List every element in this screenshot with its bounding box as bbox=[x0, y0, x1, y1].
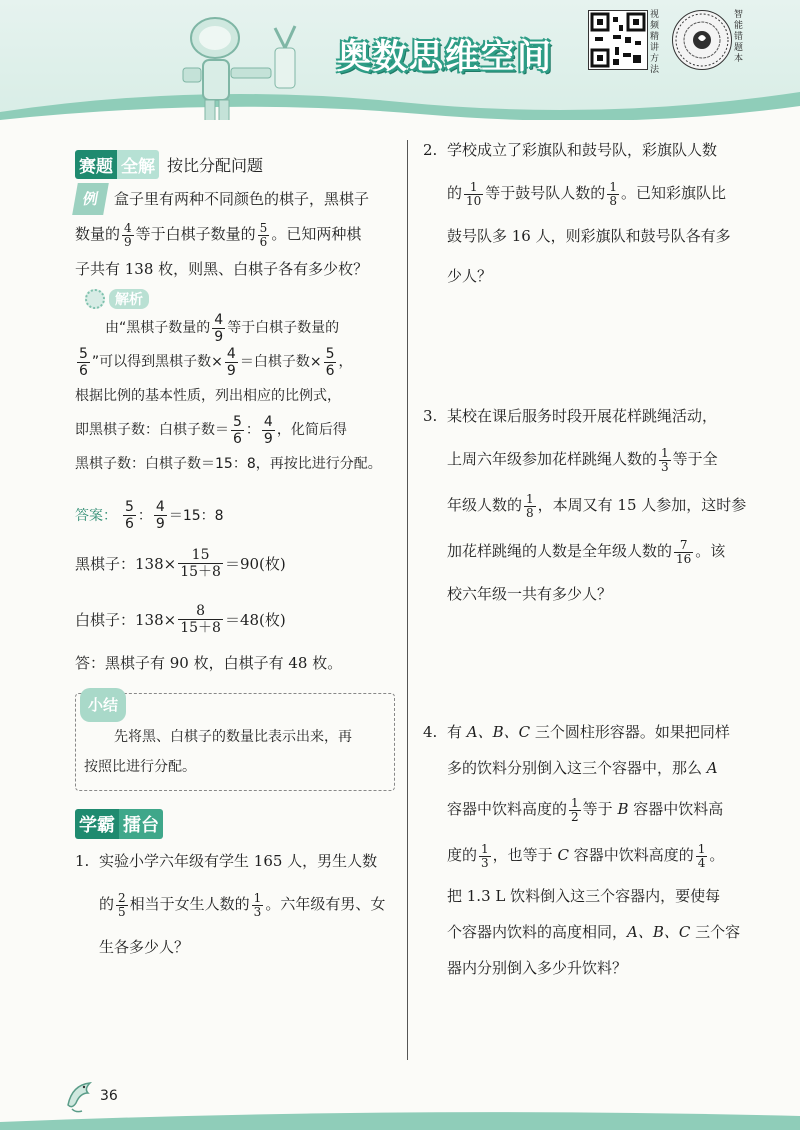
problem-3: 3. 某校在课后服务时段开展花样跳绳活动， 上周六年级参加花样跳绳人数的 $\frac{1}{3}$ 等于全 年级人数的 $\frac{1}{8}$ ，本周又有 15 人参加，这时参 加花样跳绳的人数是全年级人数的 $\frac{7}{16}$ 。该 校六年级一共有多少人？ bbox=[423, 396, 753, 614]
section-heading-saiti bbox=[75, 150, 395, 179]
example-line-3: 子共有 138 枚，则黑、白棋子各有多少枚？ bbox=[75, 260, 369, 278]
example-text: 数量的 bbox=[75, 225, 121, 243]
qr-code-wrongbook[interactable] bbox=[672, 10, 732, 70]
qr-label-video: 视频精讲方法 bbox=[650, 10, 660, 75]
column-divider bbox=[407, 140, 408, 1060]
section-tag-quanjie: 全解 bbox=[117, 150, 159, 179]
problem-number: 1. bbox=[75, 852, 90, 870]
problem-number: 4. bbox=[423, 723, 438, 741]
white-calculation: 白棋子：138× $\frac{8}{15+8}$ ＝48(枚) bbox=[75, 602, 286, 636]
summary-line-2: 按照比进行分配。 bbox=[84, 759, 196, 775]
example-tag: 例 bbox=[72, 183, 109, 215]
section-tag-leitai: 擂台 bbox=[119, 809, 163, 839]
analysis-pill: 解析 bbox=[109, 289, 149, 309]
fraction: $\frac{5}{6}$ bbox=[259, 220, 268, 249]
example-text: 等于白棋子数量的 bbox=[135, 225, 256, 243]
footer-wave-decoration bbox=[0, 1100, 800, 1130]
summary-box bbox=[75, 693, 395, 791]
final-answer: 答：黑棋子有 90 枚，白棋子有 48 枚。 bbox=[75, 654, 343, 672]
qr-code-video[interactable] bbox=[588, 10, 648, 70]
right-column bbox=[423, 130, 753, 986]
example-text: 。已知两种棋 bbox=[271, 225, 362, 243]
robot-illustration bbox=[175, 8, 315, 120]
problem-4: 4. 有 A、B、C 三个圆柱形容器。如果把同样 多的饮料分别倒入这三个容器中，那么 A 容器中饮料高度的 $\frac{1}{2}$ 等于 B 容器中饮料高 度的 $\frac{1}{3}$ ，也等于 C 容器中饮料高度的 $\frac{1}{4}$ 。 把 1.3 L 饮料倒入这三个容器内，要使每 个容器内饮料的高度相同，A、B、C 三个容 器内分别倒入多少升饮料？ bbox=[423, 714, 753, 986]
page-number: 36 bbox=[100, 1088, 118, 1104]
problem-1: 1. 实验小学六年级有学生 165 人，男生人数 的 $\frac{2}{5}$ 相当于女生人数的 $\frac{1}{3}$ 。六年级有男、女 生各多少人？ bbox=[75, 841, 395, 967]
summary-line-1: 先将黑、白棋子的数量比表示出来，再 bbox=[114, 729, 352, 745]
problem-number: 3. bbox=[423, 407, 438, 425]
section-tag-saiti: 赛题 bbox=[75, 150, 117, 179]
page-header bbox=[0, 0, 800, 120]
answer-ratio: 答案： $\frac{5}{6}$ ： $\frac{4}{9}$ ＝15：8 bbox=[75, 498, 224, 532]
fraction: $\frac{4}{9}$ bbox=[124, 220, 132, 249]
section-tag-xueba: 学霸 bbox=[75, 809, 119, 839]
section-heading-xueba bbox=[75, 809, 395, 839]
analysis-text: 由“黑棋子数量的 $\frac{4}{9}$ 等于白棋子数量的 $\frac{5}{6}$ ”可以得到黑棋子数× $\frac{4}{9}$ ＝白棋子数× $\frac{5}{6}$ ， 根据比例的基本性质，列出相应的比例式， 即黑棋子数：白棋子数＝ $\frac{5}{6}$ ： $\frac{4}{9}$ ，化简后得 黑棋子数：白棋子数＝15：8，再按比进行分配。 bbox=[75, 311, 382, 472]
example-problem bbox=[75, 183, 395, 285]
dolphin-icon bbox=[62, 1075, 102, 1115]
analysis-label bbox=[85, 289, 395, 309]
header-wave-decoration bbox=[0, 72, 800, 120]
sun-icon bbox=[85, 289, 105, 309]
left-column bbox=[75, 150, 395, 967]
section-title-banner bbox=[330, 28, 560, 78]
problem-number: 2. bbox=[423, 141, 438, 159]
section-title: 奥数思维空间 bbox=[337, 36, 553, 77]
black-calculation: 黑棋子：138× $\frac{15}{15+8}$ ＝90(枚) bbox=[75, 546, 286, 580]
example-line-1: 盒子里有两种不同颜色的棋子，黑棋子 bbox=[114, 190, 370, 208]
section-subtitle: 按比分配问题 bbox=[167, 156, 264, 175]
problem-2: 2. 学校成立了彩旗队和鼓号队，彩旗队人数 的 $\frac{1}{10}$ 等于鼓号队人数的 $\frac{1}{8}$ 。已知彩旗队比 鼓号队多 16 人，则彩旗队和鼓号队各有多 少人？ bbox=[423, 130, 753, 296]
qr-label-wrongbook: 智能错题本 bbox=[734, 10, 744, 64]
summary-label: 小结 bbox=[80, 688, 126, 722]
